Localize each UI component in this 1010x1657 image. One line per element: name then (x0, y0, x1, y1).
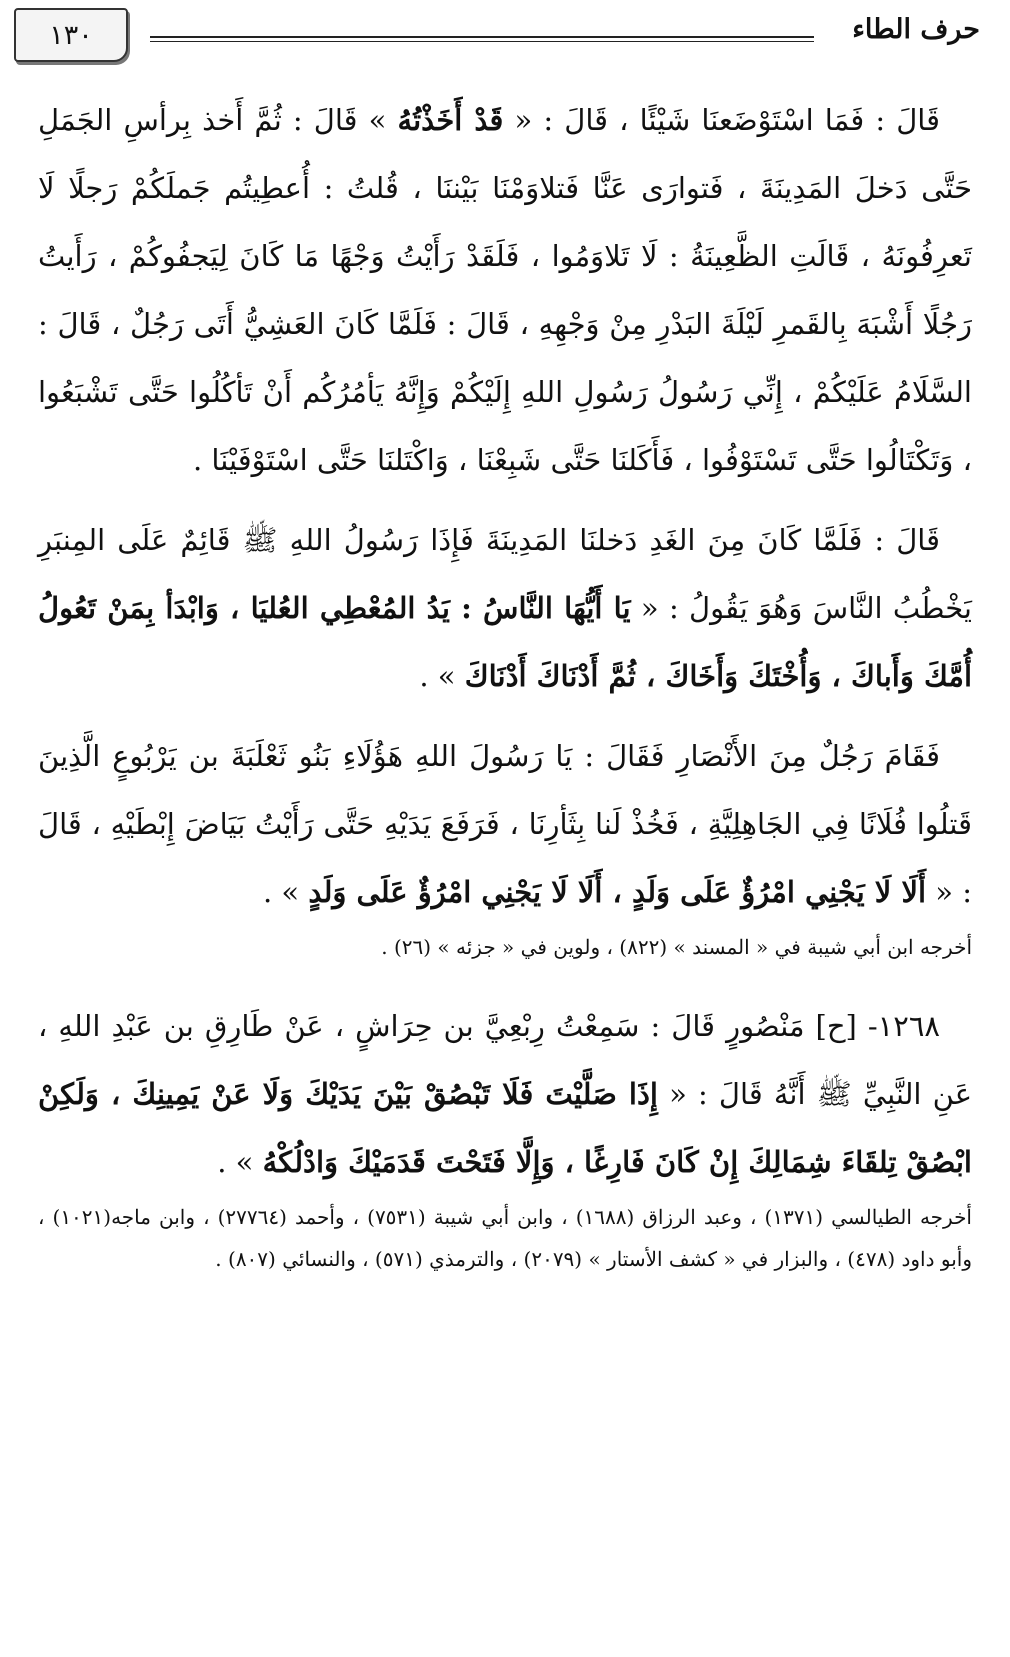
page-number-badge: ١٣٠ (14, 8, 128, 62)
page-content (38, 86, 972, 1280)
text-span: مَنْصُورٍ قَالَ : سَمِعْتُ رِبْعِيَّ بن حِرَاشٍ ، عَنْ طَارِقِ بن عَبْدِ اللهِ ، عَنِ النَّبِيِّ ﷺ أَنَّهُ قَالَ : « (38, 1009, 973, 1111)
text-span: » . (217, 1145, 263, 1179)
hadith-quote: أَلَا لَا يَجْنِي امْرُؤٌ عَلَى وَلَدٍ ، أَلَا لَا يَجْنِي امْرُؤٌ عَلَى وَلَدٍ (308, 875, 927, 909)
chapter-title: حرف الطاء (852, 14, 980, 45)
header-rule (150, 36, 814, 42)
paragraph-hadith-1268 (38, 992, 972, 1196)
hadith-number: ١٢٦٨- [ح] (804, 1009, 940, 1043)
text-span: » . (419, 659, 465, 693)
paragraph-3 (38, 722, 972, 926)
text-span: قَالَ : فَلَمَّا كَانَ مِنَ الغَدِ دَخلنَا المَدِينَةَ فَإِذَا رَسُولُ اللهِ ﷺ قَائِمٌ عَلَى المِنبَرِ يَخْطُبُ النَّاسَ وَهُوَ يَقُولُ : « (38, 523, 972, 625)
text-span: قَالَ : فَمَا اسْتَوْضَعنَا شَيْئًا ، قَالَ : « (503, 103, 940, 137)
hadith-quote: يَا أَيُّهَا النَّاسُ : يَدُ المُعْطِي العُليَا ، وَابْدَأ بِمَنْ تَعُولُ أُمَّكَ وَأَباكَ ، وَأُخْتَكَ وَأَخَاكَ ، ثُمَّ أَدْنَاكَ أَدْنَاكَ (38, 591, 972, 693)
footnote-source-1: أخرجه ابن أبي شيبة في « المسند » (٨٢٢) ، ولوين في « جزئه » (٢٦) . (381, 935, 972, 959)
text-span: » قَالَ : ثُمَّ أَخذ بِرأسِ الجَمَلِ حَتَّى دَخلَ المَدِينَةَ ، فَتوارَى عَنَّا فَتلاوَمْنَا بَيْننَا ، قُلتُ : أُعطِيتُم جَملَكُمْ رَجلًا لَا تَعرِفُونَهُ ، قَالَتِ الظَّعِينَةُ : لَا تَلاوَمُوا ، فَلَقَدْ رَأَيْتُ وَجْهًا مَا كَانَ لِيَجفُوكُمْ ، رَأَيتُ رَجُلًا أَشْبَهَ بِالقَمرِ لَيْلَةَ البَدْرِ مِنْ وَجْهِهِ ، قَالَ : فَلَمَّا كَانَ العَشِيُّ أَتَى رَجُلٌ ، قَالَ : السَّلَامُ عَلَيْكُمْ ، إِنِّي رَسُولُ رَسُولِ اللهِ إِلَيْكُمْ وَإِنَّهُ يَأمُرُكُم أَنْ تَأكُلُوا حَتَّى تَشْبَعُوا ، وَتَكْتَالُوا حَتَّى تَسْتَوْفُوا ، فَأَكَلنَا حَتَّى شَبِعْنَا ، وَاكْتَلنَا حَتَّى اسْتَوْفَيْنَا . (38, 103, 972, 477)
hadith-quote: قَدْ أَخَذْتُهُ (397, 103, 504, 137)
hadith-quote: إِذَا صَلَّيْتَ فَلَا تَبْصُقْ بَيْنَ يَدَيْكَ وَلَا عَنْ يَمِينِكَ ، وَلَكِنْ ابْصُقْ تِلقَاءَ شِمَالِكَ إِنْ كَانَ فَارِغًا ، وَإِلَّا فَتَحْتَ قَدَمَيْكَ وَادْلُكْهُ (38, 1077, 972, 1179)
text-span: فَقَامَ رَجُلٌ مِنَ الأَنْصَارِ فَقَالَ : يَا رَسُولَ اللهِ هَؤُلَاءِ بَنُو ثَعْلَبَةَ بن يَرْبُوعٍ الَّذِينَ قَتلُوا فُلَانًا فِي الجَاهِلِيَّةِ ، فَخُذْ لَنا بِثَأرِنَا ، فَرَفَعَ يَدَيْهِ حَتَّى رَأَيْتُ بَيَاضَ إِبْطَيْهِ ، قَالَ : « (38, 739, 972, 909)
page-header (0, 0, 1010, 70)
text-span: » . (262, 875, 309, 909)
paragraph-1 (38, 86, 972, 494)
footnote-source-2: أخرجه الطيالسي (١٣٧١) ، وعبد الرزاق (١٦٨٨) ، وابن أبي شيبة (٧٥٣١) ، وأحمد (٢٧٧٦٤) ، وابن ماجه(١٠٢١) ، وأبو داود (٤٧٨) ، والبزار في « كشف الأستار » (٢٠٧٩) ، والترمذي (٥٧١) ، والنسائي (٨٠٧) . (38, 1205, 972, 1271)
paragraph-2 (38, 506, 972, 710)
